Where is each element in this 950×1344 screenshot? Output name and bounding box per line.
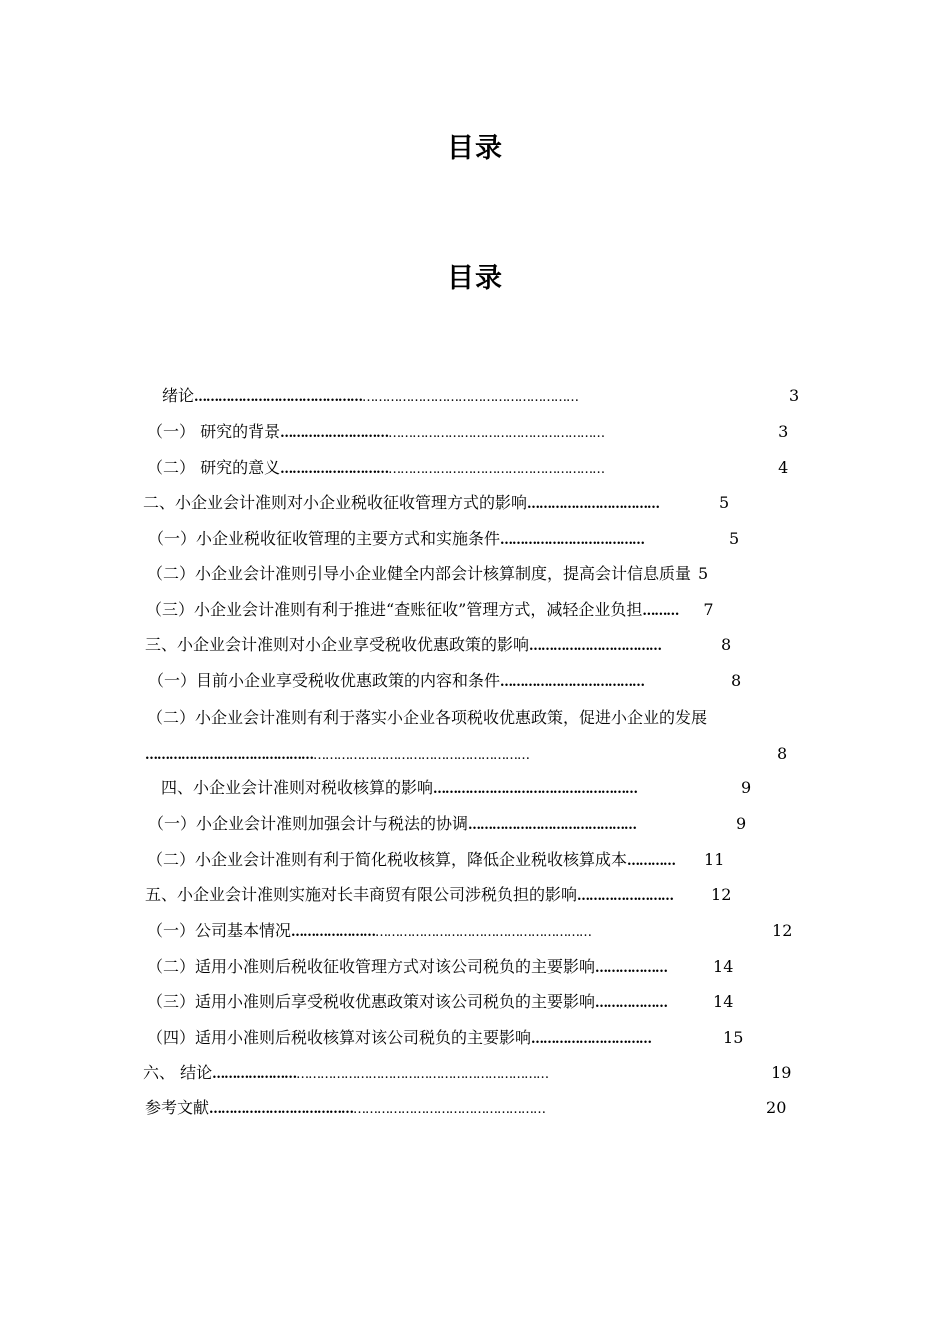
toc-page-number: 8 xyxy=(721,635,732,654)
toc-entry[interactable] xyxy=(147,456,808,480)
toc-leader-dots: …………………………………………… xyxy=(433,782,638,797)
toc-leader-dots: …………………………… xyxy=(527,497,660,512)
toc-entry-title: （一） 研究的背景 xyxy=(147,422,281,441)
toc-entry[interactable] xyxy=(147,1026,808,1050)
toc-entry-title: （二）小企业会计准则引导小企业健全内部会计核算制度，提高会计信息质量 xyxy=(147,564,692,583)
toc-leader-dots: …………………… xyxy=(577,889,674,904)
toc-leader-dots: ………………………………………………………………………… xyxy=(209,1102,546,1117)
toc-page-number: 3 xyxy=(778,422,789,441)
toc-leader-dots: ………………………………………………………………………… xyxy=(212,1067,549,1082)
toc-entry[interactable] xyxy=(147,706,808,730)
toc-entry[interactable] xyxy=(147,919,808,943)
toc-entry[interactable] xyxy=(162,384,802,408)
toc-entry-title: 二、小企业会计准则对小企业税收征收管理方式的影响 xyxy=(143,493,528,512)
toc-entry[interactable] xyxy=(145,1096,796,1120)
toc-leader-dots: …………………………………… xyxy=(468,818,637,833)
toc-entry[interactable] xyxy=(161,776,802,800)
toc-page-number: 5 xyxy=(719,493,730,512)
toc-entry-title: 参考文献 xyxy=(145,1098,210,1117)
toc-entry-title: （二）适用小准则后税收征收管理方式对该公司税负的主要影响 xyxy=(147,957,596,976)
toc-entry-title: （二）小企业会计准则有利于落实小企业各项税收优惠政策，促进小企业的发展 xyxy=(147,708,708,727)
toc-leader-dots: ………………………… xyxy=(531,1032,652,1047)
toc-leader-dots: ………… xyxy=(627,854,676,869)
toc-leader-dots: ……………… xyxy=(595,961,668,976)
toc-entry[interactable] xyxy=(146,598,808,622)
toc-page-number: 8 xyxy=(777,744,788,763)
toc-page-number: 14 xyxy=(713,957,734,976)
toc-entry[interactable] xyxy=(147,562,808,586)
toc-entry-title: 绪论 xyxy=(162,386,195,405)
toc-page-number: 9 xyxy=(736,814,747,833)
toc-entry-title: （四）适用小准则后税收核算对该公司税负的主要影响 xyxy=(147,1028,532,1047)
toc-entry-title: （三）小企业会计准则有利于推进“查账征收”管理方式，减轻企业负担 xyxy=(146,600,643,619)
toc-entry[interactable] xyxy=(145,742,786,766)
toc-page-number: 14 xyxy=(713,992,734,1011)
toc-page-number: 15 xyxy=(723,1028,744,1047)
toc-entry[interactable] xyxy=(143,491,806,515)
toc-entry[interactable] xyxy=(143,1061,802,1085)
toc-entry[interactable] xyxy=(147,420,808,444)
toc-entry-title: （二） 研究的意义 xyxy=(147,458,281,477)
toc-page-number: 4 xyxy=(778,458,789,477)
toc-entry-title: （三）适用小准则后享受税收优惠政策对该公司税负的主要影响 xyxy=(147,992,596,1011)
toc-entry[interactable] xyxy=(147,990,808,1014)
toc-page-number: 8 xyxy=(731,671,742,690)
toc-entry-title: 四、小企业会计准则对税收核算的影响 xyxy=(161,778,434,797)
toc-entry[interactable] xyxy=(147,848,808,872)
toc-entry-title: （一）公司基本情况 xyxy=(147,921,292,940)
toc-page-number: 5 xyxy=(698,564,709,583)
toc-page-number: 20 xyxy=(766,1098,787,1117)
toc-leader-dots: ……………………………… xyxy=(500,675,645,690)
toc-page-number: 19 xyxy=(771,1063,792,1082)
toc-entry[interactable] xyxy=(148,669,806,693)
toc-entry-title: 六、 结论 xyxy=(143,1063,213,1082)
toc-entry[interactable] xyxy=(148,812,806,836)
toc-entry-title: （一）小企业税收征收管理的主要方式和实施条件 xyxy=(148,529,501,548)
toc-leader-dots: ……………………………………………………………………… xyxy=(280,462,605,477)
toc-entry-title: （二）小企业会计准则有利于简化税收核算，降低企业税收核算成本 xyxy=(147,850,628,869)
toc-page-number: 11 xyxy=(704,850,725,869)
toc-leader-dots: …………………………… xyxy=(529,639,662,654)
toc-page-number: 12 xyxy=(772,921,793,940)
toc-entry[interactable] xyxy=(148,527,806,551)
toc-page-number: 3 xyxy=(789,386,800,405)
toc-entry[interactable] xyxy=(145,883,808,907)
toc-entry-title: 五、小企业会计准则实施对长丰商贸有限公司涉税负担的影响 xyxy=(145,885,578,904)
toc-page-number: 5 xyxy=(729,529,740,548)
toc-leader-dots: ……………………………………………………………………… xyxy=(280,426,605,441)
page-title: 目录 xyxy=(447,133,503,164)
toc-entry[interactable] xyxy=(145,633,806,657)
toc-page-number: 12 xyxy=(711,885,732,904)
toc-entry-title: （一）目前小企业享受税收优惠政策的内容和条件 xyxy=(148,671,501,690)
toc-leader-dots: …………………………………………………………………………………… xyxy=(194,390,579,405)
toc-heading: 目录 xyxy=(447,263,503,294)
toc-page-number: 9 xyxy=(741,778,752,797)
toc-leader-dots: ………………………………………………………………… xyxy=(291,925,592,940)
toc-page-number: 7 xyxy=(703,600,714,619)
toc-leader-dots: ……………… xyxy=(595,996,668,1011)
toc-leader-dots: ……… xyxy=(642,604,679,619)
toc-entry[interactable] xyxy=(147,955,808,979)
toc-leader-dots: …………………………………………………………………………………… xyxy=(145,748,529,763)
toc-entry-title: 三、小企业会计准则对小企业享受税收优惠政策的影响 xyxy=(145,635,530,654)
toc-entry-title: （一）小企业会计准则加强会计与税法的协调 xyxy=(148,814,469,833)
toc-leader-dots: ……………………………… xyxy=(500,533,645,548)
